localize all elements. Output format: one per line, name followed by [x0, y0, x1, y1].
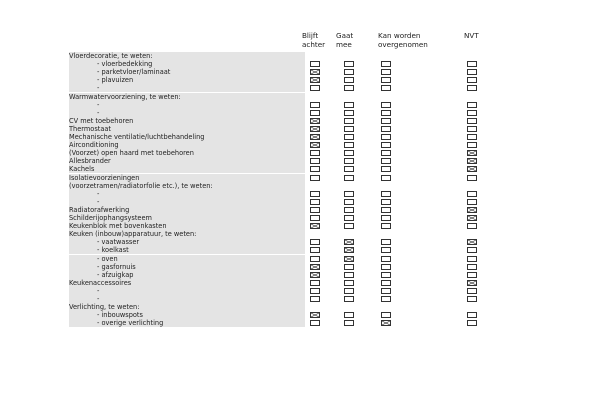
- section-row: [69, 182, 489, 190]
- checkbox-blijft-achter[interactable]: [310, 207, 320, 213]
- checkbox-nvt[interactable]: [467, 280, 477, 286]
- checkbox-blijft-achter[interactable]: [310, 215, 320, 221]
- row-label: Radiatorafwerking: [69, 206, 305, 214]
- checklist-row: [69, 238, 489, 246]
- checkbox-blijft-achter[interactable]: [310, 191, 320, 197]
- checkbox-nvt[interactable]: [467, 312, 477, 318]
- checkbox-overgenomen[interactable]: [381, 110, 391, 116]
- header-nvt: [464, 32, 488, 41]
- checkbox-blijft-achter[interactable]: [310, 158, 320, 164]
- checklist-row: [69, 206, 489, 214]
- checklist-row: [69, 125, 489, 133]
- checklist-row: [69, 165, 489, 173]
- checklist-row: [69, 287, 489, 295]
- checkbox-overgenomen[interactable]: [381, 166, 391, 172]
- checklist-row: [69, 279, 489, 287]
- checkbox-gaat-mee[interactable]: [344, 207, 354, 213]
- checkbox-blijft-achter[interactable]: [310, 199, 320, 205]
- row-label: Keukenaccessoires: [69, 279, 305, 287]
- checkbox-overgenomen[interactable]: [381, 280, 391, 286]
- checkbox-blijft-achter[interactable]: [310, 288, 320, 294]
- checkbox-blijft-achter[interactable]: [310, 272, 320, 278]
- checkbox-overgenomen[interactable]: [381, 320, 391, 326]
- checkbox-gaat-mee[interactable]: [344, 256, 354, 262]
- checkbox-blijft-achter[interactable]: [310, 110, 320, 116]
- check-cross-icon: [468, 281, 476, 285]
- check-cross-icon: [468, 240, 476, 244]
- row-label: - gasfornuis: [69, 263, 305, 271]
- row-label: CV met toebehoren: [69, 117, 305, 125]
- checkbox-nvt[interactable]: [467, 247, 477, 253]
- checkbox-overgenomen[interactable]: [381, 256, 391, 262]
- header-text: NVT: [464, 31, 479, 40]
- check-cross-icon: [311, 273, 319, 277]
- checkbox-blijft-achter[interactable]: [310, 118, 320, 124]
- row-label: - vaatwasser: [69, 238, 305, 246]
- checkbox-gaat-mee[interactable]: [344, 77, 354, 83]
- checkbox-overgenomen[interactable]: [381, 296, 391, 302]
- checklist-row: [69, 311, 489, 319]
- row-label: Verlichting, te weten:: [69, 303, 305, 311]
- check-cross-icon: [311, 143, 319, 147]
- checkbox-nvt[interactable]: [467, 239, 477, 245]
- checkbox-nvt[interactable]: [467, 199, 477, 205]
- checkbox-blijft-achter[interactable]: [310, 239, 320, 245]
- checkbox-gaat-mee[interactable]: [344, 223, 354, 229]
- checkbox-gaat-mee[interactable]: [344, 126, 354, 132]
- checkbox-blijft-achter[interactable]: [310, 223, 320, 229]
- checkbox-nvt[interactable]: [467, 61, 477, 67]
- checklist-row: [69, 60, 489, 68]
- checkbox-blijft-achter[interactable]: [310, 69, 320, 75]
- row-label: - plavuizen: [69, 76, 305, 84]
- checklist-row: [69, 319, 489, 327]
- row-label: - inbouwspots: [69, 311, 305, 319]
- checkbox-overgenomen[interactable]: [381, 272, 391, 278]
- checkbox-nvt[interactable]: [467, 207, 477, 213]
- row-label: - oven: [69, 255, 305, 263]
- row-label: -: [69, 287, 305, 295]
- checklist-row: [69, 133, 489, 141]
- checklist-row: [69, 190, 489, 198]
- row-label: (voorzetramen/radiatorfolie etc.), te weten:: [69, 182, 305, 190]
- section-row: [69, 93, 489, 101]
- checkbox-overgenomen[interactable]: [381, 312, 391, 318]
- check-cross-icon: [311, 224, 319, 228]
- check-cross-icon: [311, 127, 319, 131]
- check-cross-icon: [311, 313, 319, 317]
- checklist-row: [69, 198, 489, 206]
- checkbox-nvt[interactable]: [467, 175, 477, 181]
- checklist-row: [69, 255, 489, 263]
- checkbox-nvt[interactable]: [467, 272, 477, 278]
- checkbox-nvt[interactable]: [467, 256, 477, 262]
- checkbox-overgenomen[interactable]: [381, 215, 391, 221]
- checkbox-gaat-mee[interactable]: [344, 166, 354, 172]
- checklist-row: [69, 222, 489, 230]
- checkbox-nvt[interactable]: [467, 158, 477, 164]
- check-cross-icon: [311, 70, 319, 74]
- checklist-row: [69, 263, 489, 271]
- checkbox-blijft-achter[interactable]: [310, 150, 320, 156]
- checkbox-overgenomen[interactable]: [381, 102, 391, 108]
- section-row: [69, 52, 489, 60]
- checkbox-gaat-mee[interactable]: [344, 69, 354, 75]
- checkbox-nvt[interactable]: [467, 215, 477, 221]
- checkbox-nvt[interactable]: [467, 320, 477, 326]
- check-cross-icon: [311, 119, 319, 123]
- checklist-row: [69, 271, 489, 279]
- checkbox-gaat-mee[interactable]: [344, 215, 354, 221]
- row-label: Kachels: [69, 165, 305, 173]
- checkbox-gaat-mee[interactable]: [344, 247, 354, 253]
- checkbox-nvt[interactable]: [467, 264, 477, 270]
- checkbox-nvt[interactable]: [467, 118, 477, 124]
- checkbox-nvt[interactable]: [467, 191, 477, 197]
- checkbox-overgenomen[interactable]: [381, 85, 391, 91]
- checkbox-blijft-achter[interactable]: [310, 247, 320, 253]
- header-gaat-mee: [336, 32, 364, 49]
- checkbox-gaat-mee[interactable]: [344, 191, 354, 197]
- checkbox-nvt[interactable]: [467, 85, 477, 91]
- checkbox-nvt[interactable]: [467, 150, 477, 156]
- check-cross-icon: [468, 159, 476, 163]
- checkbox-gaat-mee[interactable]: [344, 158, 354, 164]
- row-label: -: [69, 190, 305, 198]
- checkbox-gaat-mee[interactable]: [344, 288, 354, 294]
- checkbox-blijft-achter[interactable]: [310, 102, 320, 108]
- row-label: Vloerdecoratie, te weten:: [69, 52, 305, 60]
- checkbox-overgenomen[interactable]: [381, 223, 391, 229]
- checkbox-gaat-mee[interactable]: [344, 296, 354, 302]
- checkbox-blijft-achter[interactable]: [310, 142, 320, 148]
- checkbox-gaat-mee[interactable]: [344, 312, 354, 318]
- checkbox-overgenomen[interactable]: [381, 118, 391, 124]
- checkbox-nvt[interactable]: [467, 223, 477, 229]
- checkbox-gaat-mee[interactable]: [344, 61, 354, 67]
- checklist-row: [69, 141, 489, 149]
- checkbox-nvt[interactable]: [467, 288, 477, 294]
- checkbox-overgenomen[interactable]: [381, 77, 391, 83]
- row-label: (Voorzet) open haard met toebehoren: [69, 149, 305, 157]
- row-label: - overige verlichting: [69, 319, 305, 327]
- checkbox-gaat-mee[interactable]: [344, 272, 354, 278]
- checkbox-gaat-mee[interactable]: [344, 320, 354, 326]
- section-row: [69, 303, 489, 311]
- header-text: Gaat mee: [336, 31, 354, 49]
- check-cross-icon: [311, 265, 319, 269]
- check-cross-icon: [311, 135, 319, 139]
- checkbox-blijft-achter[interactable]: [310, 256, 320, 262]
- checklist-row: [69, 68, 489, 76]
- checklist-row: [69, 149, 489, 157]
- row-label: Keukenblok met bovenkasten: [69, 222, 305, 230]
- header-blijft-achter: [302, 32, 336, 49]
- checkbox-overgenomen[interactable]: [381, 126, 391, 132]
- checkbox-blijft-achter[interactable]: [310, 320, 320, 326]
- checklist-row: [69, 109, 489, 117]
- checklist-row: [69, 76, 489, 84]
- row-label: - afzuigkap: [69, 271, 305, 279]
- row-label: - vloerbedekking: [69, 60, 305, 68]
- row-label: Mechanische ventilatie/luchtbehandeling: [69, 133, 305, 141]
- checkbox-nvt[interactable]: [467, 69, 477, 75]
- check-cross-icon: [345, 248, 353, 252]
- checkbox-overgenomen[interactable]: [381, 199, 391, 205]
- checkbox-blijft-achter[interactable]: [310, 264, 320, 270]
- row-label: -: [69, 109, 305, 117]
- checkbox-blijft-achter[interactable]: [310, 134, 320, 140]
- check-cross-icon: [468, 208, 476, 212]
- check-cross-icon: [468, 151, 476, 155]
- checkbox-gaat-mee[interactable]: [344, 142, 354, 148]
- check-cross-icon: [382, 321, 390, 325]
- checkbox-overgenomen[interactable]: [381, 61, 391, 67]
- checkbox-overgenomen[interactable]: [381, 191, 391, 197]
- checkbox-gaat-mee[interactable]: [344, 110, 354, 116]
- checklist-row: [69, 214, 489, 222]
- checkbox-blijft-achter[interactable]: [310, 85, 320, 91]
- row-label: -: [69, 198, 305, 206]
- checkbox-gaat-mee[interactable]: [344, 85, 354, 91]
- checkbox-blijft-achter[interactable]: [310, 166, 320, 172]
- checkbox-overgenomen[interactable]: [381, 264, 391, 270]
- row-label: - parketvloer/laminaat: [69, 68, 305, 76]
- checklist-row: [69, 84, 489, 92]
- checkbox-blijft-achter[interactable]: [310, 61, 320, 67]
- checkbox-gaat-mee[interactable]: [344, 264, 354, 270]
- checklist-row: [69, 174, 489, 182]
- checkbox-blijft-achter[interactable]: [310, 312, 320, 318]
- checkbox-blijft-achter[interactable]: [310, 280, 320, 286]
- row-label: -: [69, 101, 305, 109]
- checkbox-overgenomen[interactable]: [381, 158, 391, 164]
- checklist-row: [69, 101, 489, 109]
- checkbox-overgenomen[interactable]: [381, 69, 391, 75]
- checkbox-overgenomen[interactable]: [381, 150, 391, 156]
- check-cross-icon: [468, 216, 476, 220]
- checkbox-overgenomen[interactable]: [381, 207, 391, 213]
- checkbox-nvt[interactable]: [467, 296, 477, 302]
- checklist-row: [69, 117, 489, 125]
- check-cross-icon: [345, 257, 353, 261]
- checkbox-overgenomen[interactable]: [381, 288, 391, 294]
- checkbox-gaat-mee[interactable]: [344, 239, 354, 245]
- checkbox-overgenomen[interactable]: [381, 239, 391, 245]
- checkbox-gaat-mee[interactable]: [344, 175, 354, 181]
- row-label: -: [69, 295, 305, 303]
- checklist-row: [69, 157, 489, 165]
- checkbox-nvt[interactable]: [467, 166, 477, 172]
- row-label: Keuken (inbouw)apparatuur, te weten:: [69, 230, 305, 238]
- checkbox-blijft-achter[interactable]: [310, 126, 320, 132]
- row-label: Airconditioning: [69, 141, 305, 149]
- checkbox-nvt[interactable]: [467, 142, 477, 148]
- checkbox-nvt[interactable]: [467, 134, 477, 140]
- row-label: - koelkast: [69, 246, 305, 254]
- check-cross-icon: [468, 167, 476, 171]
- checkbox-overgenomen[interactable]: [381, 175, 391, 181]
- section-row: [69, 230, 489, 238]
- row-label: Thermostaat: [69, 125, 305, 133]
- row-label: Isolatievoorzieningen: [69, 174, 305, 182]
- checkbox-gaat-mee[interactable]: [344, 199, 354, 205]
- check-cross-icon: [345, 240, 353, 244]
- header-kan-worden-overgenomen: [378, 32, 438, 49]
- checkbox-nvt[interactable]: [467, 110, 477, 116]
- row-label: -: [69, 84, 305, 92]
- checkbox-blijft-achter[interactable]: [310, 296, 320, 302]
- header-text: Kan worden overgenomen: [378, 31, 428, 49]
- checkbox-overgenomen[interactable]: [381, 134, 391, 140]
- row-label: Schilderijophangsysteem: [69, 214, 305, 222]
- row-label: Allesbrander: [69, 157, 305, 165]
- checkbox-gaat-mee[interactable]: [344, 118, 354, 124]
- checkbox-overgenomen[interactable]: [381, 247, 391, 253]
- checkbox-gaat-mee[interactable]: [344, 102, 354, 108]
- check-cross-icon: [311, 78, 319, 82]
- checkbox-gaat-mee[interactable]: [344, 150, 354, 156]
- row-label: Warmwatervoorziening, te weten:: [69, 93, 305, 101]
- checkbox-blijft-achter[interactable]: [310, 175, 320, 181]
- checkbox-blijft-achter[interactable]: [310, 77, 320, 83]
- checkbox-nvt[interactable]: [467, 126, 477, 132]
- checkbox-gaat-mee[interactable]: [344, 134, 354, 140]
- checkbox-nvt[interactable]: [467, 102, 477, 108]
- checklist-row: [69, 295, 489, 303]
- checkbox-gaat-mee[interactable]: [344, 280, 354, 286]
- checklist-row: [69, 246, 489, 254]
- checkbox-nvt[interactable]: [467, 77, 477, 83]
- checkbox-overgenomen[interactable]: [381, 142, 391, 148]
- header-text: Blijft achter: [302, 31, 326, 49]
